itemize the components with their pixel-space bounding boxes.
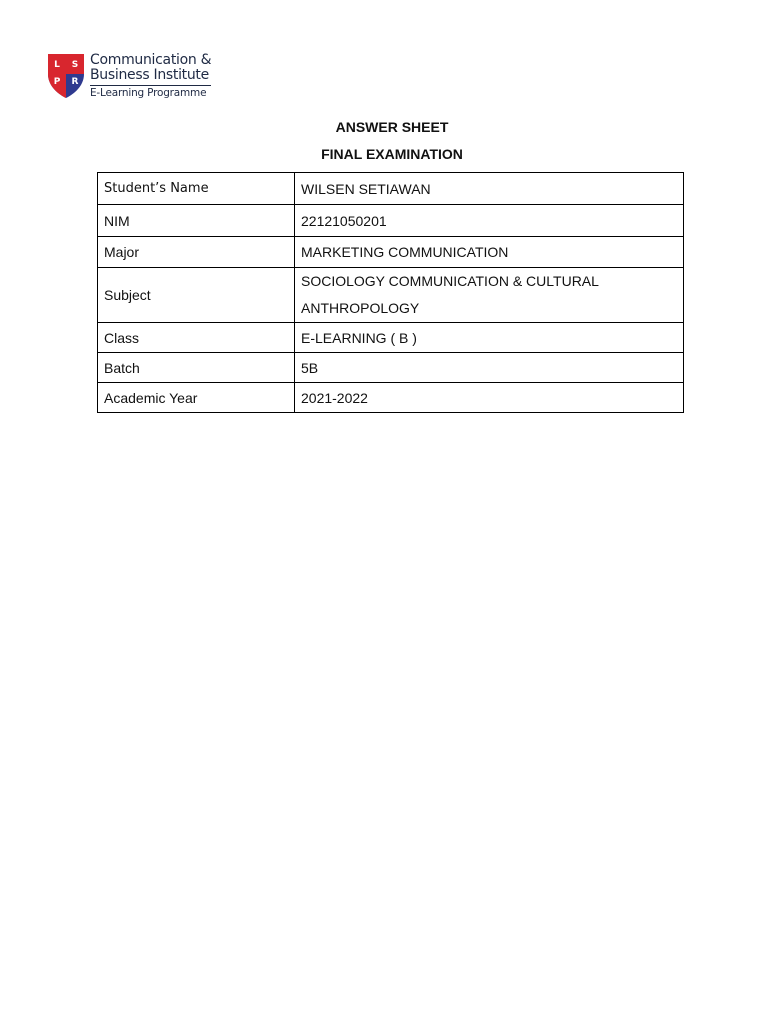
- row-value-subject: SOCIOLOGY COMMUNICATION & CULTURAL ANTHROPOLOGY: [295, 268, 684, 323]
- row-label-major: Major: [98, 237, 295, 268]
- row-label-academic-year: Academic Year: [98, 383, 295, 413]
- row-label-nim: NIM: [98, 205, 295, 237]
- table-row: [98, 205, 684, 237]
- institute-name-line1: Communication &: [90, 52, 212, 68]
- table-row: [98, 173, 684, 205]
- institute-name-line2: Business Institute: [90, 67, 209, 83]
- logo-letter-s: S: [71, 60, 79, 70]
- table-row: [98, 268, 684, 323]
- table-row: [98, 323, 684, 353]
- logo-letter-l: L: [54, 60, 60, 70]
- logo-letter-p: P: [53, 77, 61, 87]
- row-label-batch: Batch: [98, 353, 295, 383]
- row-label-student-name: Student’s Name: [98, 173, 295, 205]
- programme-name: E-Learning Programme: [90, 85, 211, 100]
- table-row: [98, 383, 684, 413]
- row-value-academic-year: 2021-2022: [295, 383, 684, 413]
- lspr-shield-icon: [46, 50, 86, 100]
- row-value-class: E-LEARNING ( B ): [295, 323, 684, 353]
- table-row: [98, 353, 684, 383]
- student-info-table: [97, 172, 684, 413]
- institute-logo: [46, 50, 216, 102]
- row-value-major: MARKETING COMMUNICATION: [295, 237, 684, 268]
- document-subtitle: FINAL EXAMINATION: [321, 146, 463, 162]
- row-label-subject: Subject: [98, 268, 295, 323]
- row-label-class: Class: [98, 323, 295, 353]
- document-title: ANSWER SHEET: [335, 119, 449, 135]
- row-value-student-name: WILSEN SETIAWAN: [295, 173, 684, 205]
- row-value-batch: 5B: [295, 353, 684, 383]
- logo-letter-r: R: [71, 77, 79, 87]
- table-row: [98, 237, 684, 268]
- row-value-nim: 22121050201: [295, 205, 684, 237]
- institute-name: [90, 53, 211, 100]
